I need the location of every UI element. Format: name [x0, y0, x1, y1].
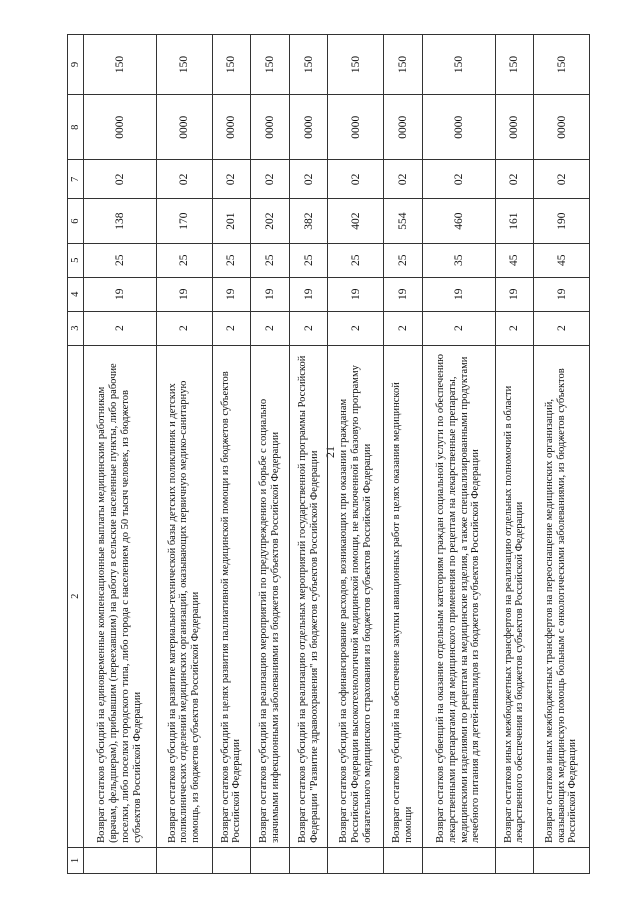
row-code-c3: 2	[251, 311, 290, 345]
row-code-c8: 0000	[84, 95, 157, 160]
row-code-c9: 150	[212, 35, 251, 95]
row-code-c4: 19	[328, 277, 384, 311]
row-code-c4: 19	[289, 277, 328, 311]
row-code-c3: 2	[534, 311, 590, 345]
column-header: 3	[68, 311, 84, 345]
row-code-c7: 02	[251, 160, 290, 199]
table-row	[156, 35, 212, 874]
row-code-c8: 0000	[289, 95, 328, 160]
row-description: Возврат остатков субсидий в целях развития паллиативной медицинской помощи из бюджетов субъектов Российской Федерации	[212, 345, 251, 847]
row-code-c7: 02	[328, 160, 384, 199]
row-description: Возврат остатков иных межбюджетных трансфертов на переоснащение медицинских организаций, оказывающих медицинскую помощь больным с онкологическими заболеваниями, из бюджетов субъектов Российской Федерации	[534, 345, 590, 847]
row-code-c6: 170	[156, 199, 212, 243]
column-header: 8	[68, 95, 84, 160]
row-first-cell	[84, 847, 157, 873]
row-code-c6: 554	[384, 199, 423, 243]
row-code-c6: 402	[328, 199, 384, 243]
budget-codes-table	[67, 34, 590, 874]
row-code-c7: 02	[534, 160, 590, 199]
row-code-c6: 201	[212, 199, 251, 243]
row-first-cell	[495, 847, 534, 873]
row-code-c5: 45	[495, 243, 534, 277]
row-description: Возврат остатков субсидий на реализацию мероприятий по предупреждению и борьбе с социально значимыми инфекционными заболеваниями из бюджетов субъектов Российской Федерации	[251, 345, 290, 847]
row-first-cell	[289, 847, 328, 873]
row-code-c5: 35	[422, 243, 495, 277]
row-first-cell	[156, 847, 212, 873]
row-code-c9: 150	[289, 35, 328, 95]
table-row	[534, 35, 590, 874]
row-code-c4: 19	[212, 277, 251, 311]
row-code-c9: 150	[251, 35, 290, 95]
row-code-c4: 19	[534, 277, 590, 311]
row-code-c7: 02	[84, 160, 157, 199]
row-first-cell	[422, 847, 495, 873]
row-description: Возврат остатков субсидий на единовременные компенсационные выплаты медицинским работникам (врачам, фельдшерам), прибывшим (переехавшим) на работу в сельские населенные пункты, либо рабочие поселки, либо поселки городского типа, либо города с населением до 50 тысяч человек, из бюджетов субъектов Российской Федерации	[84, 345, 157, 847]
row-code-c8: 0000	[384, 95, 423, 160]
row-code-c9: 150	[422, 35, 495, 95]
row-code-c7: 02	[289, 160, 328, 199]
row-first-cell	[251, 847, 290, 873]
row-code-c5: 25	[328, 243, 384, 277]
table-row	[384, 35, 423, 874]
row-code-c6: 161	[495, 199, 534, 243]
row-code-c3: 2	[495, 311, 534, 345]
column-header: 1	[68, 847, 84, 873]
row-code-c3: 2	[156, 311, 212, 345]
row-description: Возврат остатков субвенций на оказание отдельным категориям граждан социальной услуги по обеспечению лекарственными препаратами для медицинского применения по рецептам на лекарственные препараты, медицинскими изделиями по рецептам на медицинские изделия, а также специализированными продуктами лечебного питания для детей-инвалидов из бюджетов субъектов Российской Федерации	[422, 345, 495, 847]
rotated-table-wrapper	[67, 34, 590, 874]
row-code-c5: 25	[251, 243, 290, 277]
row-code-c8: 0000	[328, 95, 384, 160]
row-code-c8: 0000	[251, 95, 290, 160]
table-row	[289, 35, 328, 874]
row-code-c9: 150	[328, 35, 384, 95]
row-code-c3: 2	[84, 311, 157, 345]
row-code-c7: 02	[422, 160, 495, 199]
column-header: 6	[68, 199, 84, 243]
row-code-c5: 25	[212, 243, 251, 277]
table-row	[84, 35, 157, 874]
row-description: Возврат остатков субсидий на софинансирование расходов, возникающих при оказании гражданам Российской Федерации высокотехнологичной медицинской помощи, не включенной в базовую программу обязательного медицинского страхования из бюджетов субъектов Российской Федерации	[328, 345, 384, 847]
row-code-c5: 25	[84, 243, 157, 277]
table-body	[84, 35, 590, 874]
row-code-c9: 150	[156, 35, 212, 95]
row-code-c4: 19	[495, 277, 534, 311]
table-row	[212, 35, 251, 874]
table-row	[328, 35, 384, 874]
row-code-c6: 202	[251, 199, 290, 243]
row-code-c4: 19	[156, 277, 212, 311]
row-code-c3: 2	[328, 311, 384, 345]
page-number: 21	[323, 446, 337, 458]
table-row	[495, 35, 534, 874]
row-code-c5: 45	[534, 243, 590, 277]
row-code-c5: 25	[289, 243, 328, 277]
row-code-c3: 2	[422, 311, 495, 345]
row-code-c7: 02	[212, 160, 251, 199]
column-header: 5	[68, 243, 84, 277]
row-code-c9: 150	[495, 35, 534, 95]
row-code-c6: 138	[84, 199, 157, 243]
row-description: Возврат остатков субсидий на реализацию отдельных мероприятий государственной программы Российской Федерации "Развитие здравоохранения" из бюджетов субъектов Российской Федерации	[289, 345, 328, 847]
row-first-cell	[534, 847, 590, 873]
row-code-c8: 0000	[156, 95, 212, 160]
row-code-c9: 150	[384, 35, 423, 95]
column-header: 9	[68, 35, 84, 95]
row-code-c9: 150	[84, 35, 157, 95]
table-row	[422, 35, 495, 874]
row-code-c4: 19	[84, 277, 157, 311]
row-description: Возврат остатков субсидий на обеспечение закупки авиационных работ в целях оказания медицинской помощи	[384, 345, 423, 847]
column-header: 4	[68, 277, 84, 311]
row-code-c6: 382	[289, 199, 328, 243]
row-code-c6: 460	[422, 199, 495, 243]
row-first-cell	[212, 847, 251, 873]
row-code-c7: 02	[156, 160, 212, 199]
row-code-c5: 25	[384, 243, 423, 277]
row-code-c4: 19	[422, 277, 495, 311]
row-code-c6: 190	[534, 199, 590, 243]
row-code-c7: 02	[384, 160, 423, 199]
row-first-cell	[328, 847, 384, 873]
row-code-c3: 2	[289, 311, 328, 345]
row-code-c8: 0000	[212, 95, 251, 160]
row-first-cell	[384, 847, 423, 873]
row-code-c7: 02	[495, 160, 534, 199]
row-description: Возврат остатков субсидий на развитие материально-технической базы детских поликлиник и детских поликлинических отделений медицинских организаций, оказывающих первичную медико-санитарную помощь, из бюджетов субъектов Российской Федерации	[156, 345, 212, 847]
row-description: Возврат остатков иных межбюджетных трансфертов на реализацию отдельных полномочий в области лекарственного обеспечения из бюджетов субъектов Российской Федерации	[495, 345, 534, 847]
row-code-c3: 2	[212, 311, 251, 345]
column-header: 2	[68, 345, 84, 847]
row-code-c8: 0000	[422, 95, 495, 160]
row-code-c4: 19	[251, 277, 290, 311]
row-code-c8: 0000	[495, 95, 534, 160]
table-row	[251, 35, 290, 874]
header-row	[68, 35, 84, 874]
row-code-c4: 19	[384, 277, 423, 311]
column-header: 7	[68, 160, 84, 199]
row-code-c5: 25	[156, 243, 212, 277]
row-code-c9: 150	[534, 35, 590, 95]
row-code-c8: 0000	[534, 95, 590, 160]
row-code-c3: 2	[384, 311, 423, 345]
